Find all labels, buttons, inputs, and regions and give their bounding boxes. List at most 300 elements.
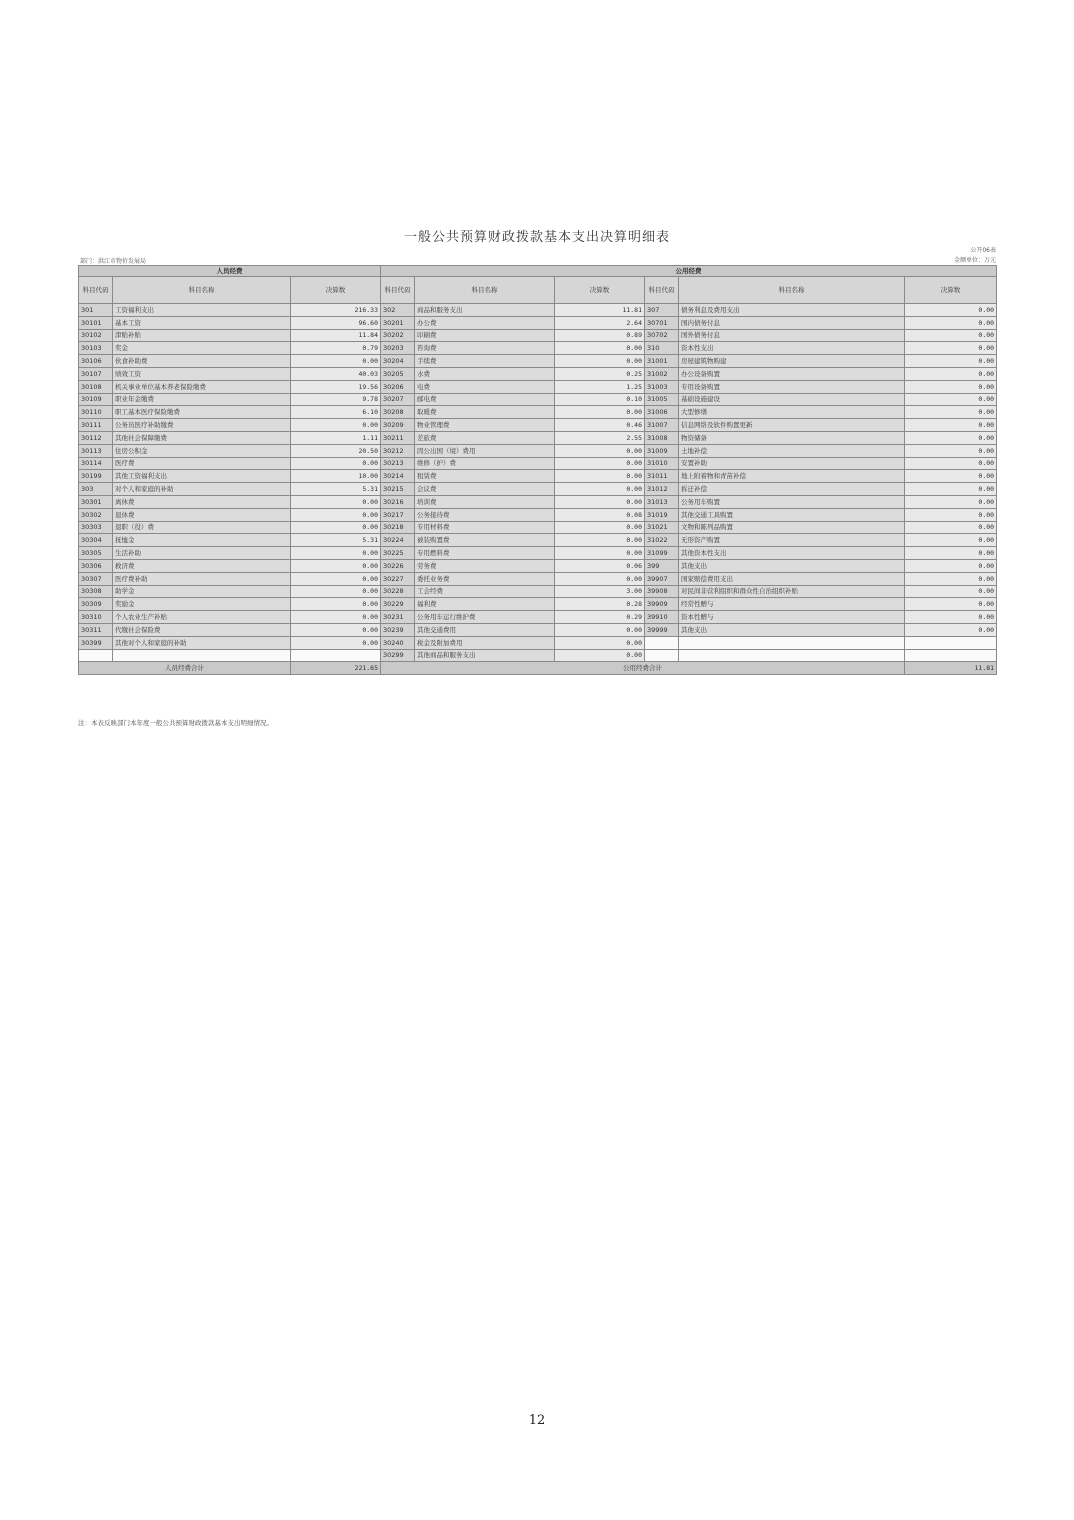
subject-code-cell: 39908 xyxy=(645,585,679,598)
amount-cell: 0.00 xyxy=(905,457,997,470)
subject-name-cell: 抚恤金 xyxy=(113,534,291,547)
subject-code-cell: 30107 xyxy=(79,367,113,380)
amount-cell: 0.00 xyxy=(905,393,997,406)
subject-code-cell: 302 xyxy=(381,304,415,317)
subject-code-cell: 31008 xyxy=(645,431,679,444)
subject-code-cell: 30207 xyxy=(381,393,415,406)
amount-cell: 0.00 xyxy=(555,457,645,470)
subject-name-cell: 助学金 xyxy=(113,585,291,598)
subject-name-cell: 其他支出 xyxy=(679,623,905,636)
column-header-code: 科目代码 xyxy=(381,277,415,304)
form-number: 公开06表 xyxy=(970,247,996,254)
subject-name-cell: 国家赔偿费用支出 xyxy=(679,572,905,585)
subject-name-cell: 取暖费 xyxy=(415,406,555,419)
subject-code-cell: 30114 xyxy=(79,457,113,470)
subject-name-cell: 其他交通工具购置 xyxy=(679,508,905,521)
amount-cell: 0.00 xyxy=(905,585,997,598)
amount-cell: 20.50 xyxy=(291,444,381,457)
amount-cell: 0.00 xyxy=(555,534,645,547)
header-group-row xyxy=(79,266,997,277)
column-header-name: 科目名称 xyxy=(679,277,905,304)
subject-code-cell: 30305 xyxy=(79,547,113,560)
amount-cell: 0.10 xyxy=(555,393,645,406)
subject-code-cell: 310 xyxy=(645,342,679,355)
amount-cell: 0.00 xyxy=(905,431,997,444)
amount-cell: 11.81 xyxy=(555,304,645,317)
table-row xyxy=(79,495,997,508)
subject-name-cell: 水费 xyxy=(415,367,555,380)
table-row xyxy=(79,355,997,368)
subject-code-cell: 307 xyxy=(645,304,679,317)
subject-name-cell xyxy=(113,649,291,662)
amount-cell: 40.03 xyxy=(291,367,381,380)
amount-cell: 0.00 xyxy=(555,495,645,508)
amount-cell: 1.25 xyxy=(555,380,645,393)
subject-name-cell: 公务接待费 xyxy=(415,508,555,521)
table-row xyxy=(79,329,997,342)
subject-name-cell: 机关事业单位基本养老保险缴费 xyxy=(113,380,291,393)
subject-code-cell: 30306 xyxy=(79,559,113,572)
subject-code-cell: 39907 xyxy=(645,572,679,585)
subject-name-cell: 基本工资 xyxy=(113,316,291,329)
amount-cell: 0.00 xyxy=(291,457,381,470)
subject-code-cell: 30239 xyxy=(381,623,415,636)
amount-cell: 0.00 xyxy=(291,508,381,521)
amount-cell: 0.00 xyxy=(291,547,381,560)
amount-cell: 216.33 xyxy=(291,304,381,317)
amount-cell: 0.00 xyxy=(905,304,997,317)
table-row xyxy=(79,623,997,636)
header-column-row xyxy=(79,277,997,304)
amount-cell: 0.00 xyxy=(905,495,997,508)
subject-code-cell: 31007 xyxy=(645,419,679,432)
table-row xyxy=(79,611,997,624)
subject-code-cell: 30213 xyxy=(381,457,415,470)
amount-cell: 0.00 xyxy=(555,355,645,368)
subject-code-cell: 30201 xyxy=(381,316,415,329)
subject-code-cell: 31001 xyxy=(645,355,679,368)
subject-code-cell: 30228 xyxy=(381,585,415,598)
amount-cell: 0.00 xyxy=(905,367,997,380)
amount-cell: 0.29 xyxy=(555,611,645,624)
subject-name-cell: 办公费 xyxy=(415,316,555,329)
amount-cell: 0.00 xyxy=(291,623,381,636)
subject-code-cell: 30113 xyxy=(79,444,113,457)
subject-name-cell: 绩效工资 xyxy=(113,367,291,380)
amount-cell: 0.00 xyxy=(291,355,381,368)
subject-name-cell: 对民间非营利组织和群众性自治组织补贴 xyxy=(679,585,905,598)
amount-cell: 0.00 xyxy=(905,598,997,611)
subject-code-cell: 31005 xyxy=(645,393,679,406)
table-row xyxy=(79,508,997,521)
subject-code-cell: 30103 xyxy=(79,342,113,355)
amount-cell: 0.00 xyxy=(555,470,645,483)
subject-name-cell: 专用材料费 xyxy=(415,521,555,534)
subject-name-cell: 其他交通费用 xyxy=(415,623,555,636)
amount-cell xyxy=(905,649,997,662)
table-row xyxy=(79,649,997,662)
column-header-amount: 决算数 xyxy=(291,277,381,304)
personnel-header: 人员经费 xyxy=(79,266,381,277)
subject-name-cell: 会议费 xyxy=(415,483,555,496)
subject-code-cell: 30111 xyxy=(79,419,113,432)
column-header-code: 科目代码 xyxy=(645,277,679,304)
subject-name-cell: 大型修缮 xyxy=(679,406,905,419)
amount-cell: 0.00 xyxy=(291,636,381,649)
table-row xyxy=(79,444,997,457)
subject-code-cell: 30701 xyxy=(645,316,679,329)
subject-name-cell: 委托业务费 xyxy=(415,572,555,585)
amount-cell: 0.25 xyxy=(555,367,645,380)
subject-code-cell: 30302 xyxy=(79,508,113,521)
subject-name-cell: 维修（护）费 xyxy=(415,457,555,470)
subject-name-cell: 国内债务付息 xyxy=(679,316,905,329)
amount-cell: 0.00 xyxy=(905,342,997,355)
subject-code-cell: 30304 xyxy=(79,534,113,547)
subject-code-cell: 30240 xyxy=(381,636,415,649)
amount-cell: 0.00 xyxy=(291,495,381,508)
subject-code-cell: 30309 xyxy=(79,598,113,611)
subject-code-cell: 30212 xyxy=(381,444,415,457)
subject-name-cell: 电费 xyxy=(415,380,555,393)
table-row xyxy=(79,431,997,444)
subject-name-cell: 专用燃料费 xyxy=(415,547,555,560)
amount-cell: 19.56 xyxy=(291,380,381,393)
amount-cell: 6.10 xyxy=(291,406,381,419)
subject-code-cell: 30211 xyxy=(381,431,415,444)
subject-name-cell: 差旅费 xyxy=(415,431,555,444)
subject-name-cell: 住房公积金 xyxy=(113,444,291,457)
subject-name-cell xyxy=(679,636,905,649)
subject-code-cell: 30101 xyxy=(79,316,113,329)
subject-name-cell: 福利费 xyxy=(415,598,555,611)
subject-code-cell: 30299 xyxy=(381,649,415,662)
table-row xyxy=(79,342,997,355)
subject-code-cell: 39999 xyxy=(645,623,679,636)
subject-name-cell: 国外债务付息 xyxy=(679,329,905,342)
subject-code-cell: 31011 xyxy=(645,470,679,483)
amount-cell: 0.00 xyxy=(555,483,645,496)
amount-cell xyxy=(905,636,997,649)
table-row xyxy=(79,559,997,572)
subject-name-cell: 基础设施建设 xyxy=(679,393,905,406)
amount-cell: 0.00 xyxy=(291,419,381,432)
amount-cell: 0.00 xyxy=(905,406,997,419)
subject-name-cell: 土地补偿 xyxy=(679,444,905,457)
subject-name-cell: 手续费 xyxy=(415,355,555,368)
subject-name-cell: 经常性赠与 xyxy=(679,598,905,611)
subject-code-cell: 30202 xyxy=(381,329,415,342)
table-row xyxy=(79,483,997,496)
table-row xyxy=(79,367,997,380)
subject-name-cell: 退职（役）费 xyxy=(113,521,291,534)
subject-name-cell: 劳务费 xyxy=(415,559,555,572)
subject-name-cell xyxy=(679,649,905,662)
subject-code-cell: 30217 xyxy=(381,508,415,521)
subject-name-cell: 医疗费补助 xyxy=(113,572,291,585)
subject-code-cell: 30204 xyxy=(381,355,415,368)
amount-cell: 2.64 xyxy=(555,316,645,329)
subject-name-cell: 伙食补助费 xyxy=(113,355,291,368)
subject-code-cell: 39910 xyxy=(645,611,679,624)
subject-code-cell: 30112 xyxy=(79,431,113,444)
table-row xyxy=(79,534,997,547)
amount-cell: 2.55 xyxy=(555,431,645,444)
subject-code-cell: 30214 xyxy=(381,470,415,483)
amount-cell: 0.00 xyxy=(905,572,997,585)
subject-code-cell: 31009 xyxy=(645,444,679,457)
amount-cell: 0.00 xyxy=(905,508,997,521)
subject-code-cell: 303 xyxy=(79,483,113,496)
subject-code-cell: 30303 xyxy=(79,521,113,534)
subject-code-cell: 30205 xyxy=(381,367,415,380)
amount-cell: 0.00 xyxy=(291,572,381,585)
public-total-value: 11.81 xyxy=(905,662,997,675)
subject-code-cell: 31013 xyxy=(645,495,679,508)
subject-name-cell: 个人农业生产补贴 xyxy=(113,611,291,624)
amount-cell: 0.00 xyxy=(905,329,997,342)
subject-code-cell: 30208 xyxy=(381,406,415,419)
amount-cell: 5.31 xyxy=(291,483,381,496)
amount-cell: 0.00 xyxy=(905,623,997,636)
table-row xyxy=(79,316,997,329)
amount-cell: 96.60 xyxy=(291,316,381,329)
subject-name-cell: 工会经费 xyxy=(415,585,555,598)
amount-cell: 0.00 xyxy=(905,521,997,534)
subject-name-cell: 培训费 xyxy=(415,495,555,508)
subject-code-cell: 30227 xyxy=(381,572,415,585)
subject-name-cell: 其他社会保障缴费 xyxy=(113,431,291,444)
column-header-code: 科目代码 xyxy=(79,277,113,304)
page-title: 一般公共预算财政拨款基本支出决算明细表 xyxy=(403,230,670,245)
subject-name-cell: 职工基本医疗保险缴费 xyxy=(113,406,291,419)
amount-cell: 0.46 xyxy=(555,419,645,432)
subject-code-cell: 30215 xyxy=(381,483,415,496)
amount-cell: 0.00 xyxy=(905,380,997,393)
subject-code-cell: 31019 xyxy=(645,508,679,521)
subject-code-cell: 30229 xyxy=(381,598,415,611)
amount-cell: 3.00 xyxy=(555,585,645,598)
department-label: 部门：洪江市物价发展局 xyxy=(80,258,147,265)
amount-cell: 0.00 xyxy=(291,559,381,572)
amount-cell: 0.00 xyxy=(905,316,997,329)
table-row xyxy=(79,636,997,649)
amount-cell: 0.00 xyxy=(905,355,997,368)
amount-cell: 0.00 xyxy=(291,598,381,611)
subject-code-cell: 31099 xyxy=(645,547,679,560)
subject-name-cell: 其他支出 xyxy=(679,559,905,572)
subject-name-cell: 商品和服务支出 xyxy=(415,304,555,317)
subject-code-cell: 31002 xyxy=(645,367,679,380)
subject-code-cell xyxy=(645,649,679,662)
amount-cell: 0.00 xyxy=(555,572,645,585)
personnel-total-value: 221.65 xyxy=(291,662,381,675)
subject-name-cell: 资本性支出 xyxy=(679,342,905,355)
subject-name-cell: 离休费 xyxy=(113,495,291,508)
subject-code-cell: 30702 xyxy=(645,329,679,342)
amount-cell: 0.79 xyxy=(291,342,381,355)
subject-name-cell: 奖励金 xyxy=(113,598,291,611)
subject-name-cell: 印刷费 xyxy=(415,329,555,342)
subject-name-cell: 被装购置费 xyxy=(415,534,555,547)
subject-name-cell: 公务用车运行维护费 xyxy=(415,611,555,624)
amount-cell xyxy=(291,649,381,662)
subject-code-cell xyxy=(645,636,679,649)
subject-name-cell: 物资储备 xyxy=(679,431,905,444)
table-row xyxy=(79,470,997,483)
subject-name-cell: 公务用车购置 xyxy=(679,495,905,508)
subject-code-cell: 30106 xyxy=(79,355,113,368)
column-header-name: 科目名称 xyxy=(415,277,555,304)
subject-code-cell: 30216 xyxy=(381,495,415,508)
table-note: 注：本表反映部门本年度一般公共预算财政拨款基本支出明细情况。 xyxy=(78,719,273,727)
subject-code-cell: 30310 xyxy=(79,611,113,624)
table-row xyxy=(79,585,997,598)
amount-cell: 0.00 xyxy=(905,534,997,547)
table-row xyxy=(79,457,997,470)
amount-cell: 5.31 xyxy=(291,534,381,547)
subject-name-cell: 安置补助 xyxy=(679,457,905,470)
subject-code-cell: 30311 xyxy=(79,623,113,636)
subject-code-cell: 31003 xyxy=(645,380,679,393)
amount-cell: 0.00 xyxy=(905,470,997,483)
subject-name-cell: 办公设备购置 xyxy=(679,367,905,380)
subject-name-cell: 其他工资福利支出 xyxy=(113,470,291,483)
page-number: 12 xyxy=(528,1413,546,1428)
subject-code-cell: 31010 xyxy=(645,457,679,470)
subject-code-cell: 31021 xyxy=(645,521,679,534)
subject-name-cell: 退休费 xyxy=(113,508,291,521)
amount-cell: 0.08 xyxy=(555,508,645,521)
table-row xyxy=(79,393,997,406)
subject-code-cell: 30226 xyxy=(381,559,415,572)
table-row xyxy=(79,521,997,534)
subject-name-cell: 专用设备购置 xyxy=(679,380,905,393)
amount-cell: 10.00 xyxy=(291,470,381,483)
unit-label: 金额单位：万元 xyxy=(953,257,996,264)
subject-name-cell: 代缴社会保险费 xyxy=(113,623,291,636)
amount-cell: 11.84 xyxy=(291,329,381,342)
amount-cell: 0.00 xyxy=(555,547,645,560)
subject-code-cell: 31006 xyxy=(645,406,679,419)
subject-code-cell: 30308 xyxy=(79,585,113,598)
subject-name-cell: 其他资本性支出 xyxy=(679,547,905,560)
subject-name-cell: 税金及附加费用 xyxy=(415,636,555,649)
column-header-amount: 决算数 xyxy=(905,277,997,304)
subject-code-cell: 31022 xyxy=(645,534,679,547)
subject-name-cell: 房屋建筑物购建 xyxy=(679,355,905,368)
subject-code-cell: 30209 xyxy=(381,419,415,432)
amount-cell: 0.00 xyxy=(905,444,997,457)
subject-name-cell: 其他对个人和家庭的补助 xyxy=(113,636,291,649)
amount-cell: 0.00 xyxy=(555,623,645,636)
table-row xyxy=(79,547,997,560)
subject-code-cell: 30224 xyxy=(381,534,415,547)
subject-name-cell: 公务员医疗补助缴费 xyxy=(113,419,291,432)
amount-cell: 0.00 xyxy=(555,342,645,355)
subject-name-cell: 救济费 xyxy=(113,559,291,572)
subject-name-cell: 文物和陈列品购置 xyxy=(679,521,905,534)
amount-cell: 0.00 xyxy=(555,521,645,534)
subject-name-cell: 物业管理费 xyxy=(415,419,555,432)
table-row xyxy=(79,419,997,432)
subject-name-cell: 租赁费 xyxy=(415,470,555,483)
column-header-amount: 决算数 xyxy=(555,277,645,304)
amount-cell: 0.00 xyxy=(555,406,645,419)
subject-name-cell: 津贴补贴 xyxy=(113,329,291,342)
subject-code-cell: 301 xyxy=(79,304,113,317)
subject-name-cell: 因公出国（境）费用 xyxy=(415,444,555,457)
public-total-label: 公用经费合计 xyxy=(381,662,905,675)
amount-cell: 0.00 xyxy=(291,585,381,598)
amount-cell: 0.00 xyxy=(905,559,997,572)
subject-code-cell: 30108 xyxy=(79,380,113,393)
subject-code-cell xyxy=(79,649,113,662)
subject-code-cell: 30206 xyxy=(381,380,415,393)
subject-code-cell: 30102 xyxy=(79,329,113,342)
amount-cell: 1.11 xyxy=(291,431,381,444)
subject-name-cell: 邮电费 xyxy=(415,393,555,406)
subject-name-cell: 奖金 xyxy=(113,342,291,355)
amount-cell: 0.00 xyxy=(555,636,645,649)
subject-code-cell: 30110 xyxy=(79,406,113,419)
subject-code-cell: 30218 xyxy=(381,521,415,534)
subject-name-cell: 生活补助 xyxy=(113,547,291,560)
amount-cell: 0.28 xyxy=(555,598,645,611)
subject-name-cell: 资本性赠与 xyxy=(679,611,905,624)
subject-code-cell: 399 xyxy=(645,559,679,572)
subject-name-cell: 其他商品和服务支出 xyxy=(415,649,555,662)
amount-cell: 0.00 xyxy=(555,649,645,662)
personnel-total-label: 人员经费合计 xyxy=(79,662,291,675)
subject-name-cell: 对个人和家庭的补助 xyxy=(113,483,291,496)
amount-cell: 0.89 xyxy=(555,329,645,342)
subject-name-cell: 债务利息及费用支出 xyxy=(679,304,905,317)
subject-code-cell: 30199 xyxy=(79,470,113,483)
amount-cell: 0.06 xyxy=(555,559,645,572)
subject-code-cell: 30301 xyxy=(79,495,113,508)
subject-name-cell: 工资福利支出 xyxy=(113,304,291,317)
amount-cell: 0.00 xyxy=(555,444,645,457)
subject-code-cell: 30231 xyxy=(381,611,415,624)
subject-code-cell: 30225 xyxy=(381,547,415,560)
table-row xyxy=(79,380,997,393)
subject-code-cell: 30399 xyxy=(79,636,113,649)
amount-cell: 0.00 xyxy=(905,419,997,432)
amount-cell: 0.00 xyxy=(905,547,997,560)
table-row xyxy=(79,598,997,611)
amount-cell: 0.00 xyxy=(905,611,997,624)
amount-cell: 9.78 xyxy=(291,393,381,406)
subject-name-cell: 拆迁补偿 xyxy=(679,483,905,496)
subject-code-cell: 31012 xyxy=(645,483,679,496)
subject-code-cell: 30307 xyxy=(79,572,113,585)
table-row xyxy=(79,304,997,317)
table-row xyxy=(79,572,997,585)
subject-code-cell: 30203 xyxy=(381,342,415,355)
table-row xyxy=(79,406,997,419)
subject-name-cell: 无形资产购置 xyxy=(679,534,905,547)
totals-row xyxy=(79,662,997,675)
subject-name-cell: 咨询费 xyxy=(415,342,555,355)
public-header: 公用经费 xyxy=(381,266,997,277)
subject-name-cell: 医疗费 xyxy=(113,457,291,470)
expenditure-table xyxy=(78,265,997,675)
subject-name-cell: 信息网络及软件购置更新 xyxy=(679,419,905,432)
amount-cell: 0.00 xyxy=(291,521,381,534)
subject-code-cell: 39909 xyxy=(645,598,679,611)
subject-name-cell: 地上附着物和青苗补偿 xyxy=(679,470,905,483)
